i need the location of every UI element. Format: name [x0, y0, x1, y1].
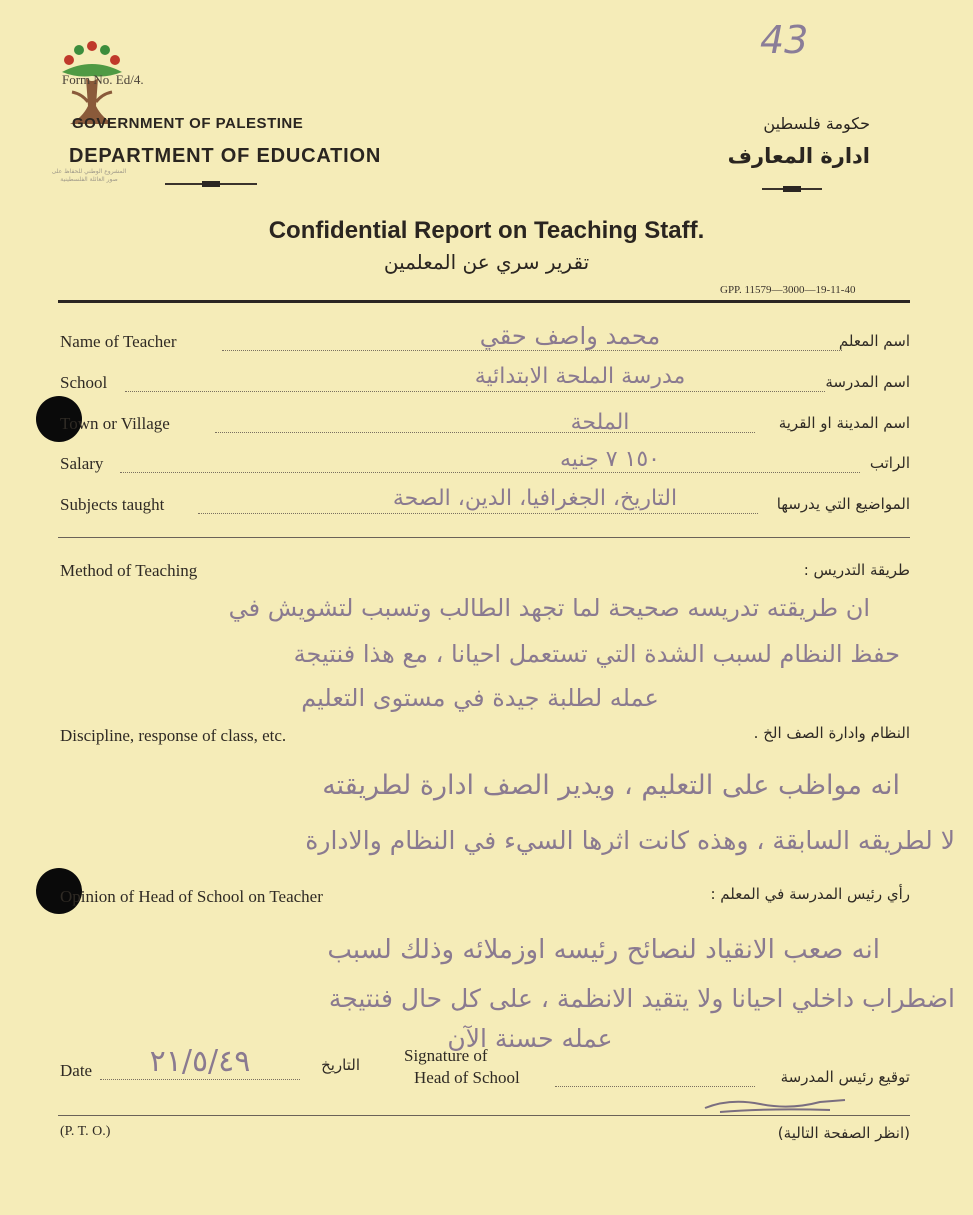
dotted-line [555, 1086, 755, 1087]
value-school: مدرسة الملحة الابتدائية [474, 364, 686, 389]
label-town-or-village: Town or Village [60, 414, 170, 433]
label-name-of-teacher-ar: اسم المعلم [838, 332, 910, 350]
dotted-line [222, 350, 842, 351]
label-discipline-ar: النظام وادارة الصف الخ . [753, 724, 910, 742]
label-opinion-of-head: Opinion of Head of School on Teacher [60, 887, 323, 906]
value-salary: ١٥٠ ٧ جنيه [560, 447, 660, 472]
label-signature-line2: Head of School [414, 1068, 520, 1087]
opinion-line-1: انه صعب الانقياد لنصائح رئيسه اوزملائه وذلك لسبب [327, 935, 880, 965]
label-name-of-teacher: Name of Teacher [60, 332, 177, 351]
label-subjects-taught-ar: المواضيع التي يدرسها [776, 495, 910, 513]
label-method-of-teaching: Method of Teaching [60, 561, 198, 580]
value-subjects-taught: التاريخ، الجغرافيا، الدين، الصحة [392, 486, 678, 511]
dotted-line [100, 1079, 300, 1080]
pto-en: (P. T. O.) [60, 1124, 111, 1139]
label-opinion-of-head-ar: رأي رئيس المدرسة في المعلم : [710, 885, 910, 903]
pto-ar: (انظر الصفحة التالية) [777, 1124, 910, 1142]
label-date-ar: التاريخ [321, 1056, 360, 1074]
header-divider-left [165, 183, 257, 185]
label-signature-line1: Signature of [404, 1046, 488, 1065]
method-line-1: ان طريقته تدريسه صحيحة لما تجهد الطالب وتسبب لتشويش في [228, 594, 870, 622]
value-date: ٢١/٥/٤٩ [149, 1044, 251, 1079]
report-title-en: Confidential Report on Teaching Staff. [268, 217, 705, 244]
label-school: School [60, 373, 108, 392]
label-town-or-village-ar: اسم المدينة او القرية [778, 414, 910, 432]
label-method-of-teaching-ar: طريقة التدريس : [803, 561, 910, 579]
opinion-line-3: عمله حسنة الآن [447, 1024, 613, 1053]
label-signature-ar: توقيع رئيس المدرسة [780, 1068, 910, 1086]
value-name-of-teacher: محمد واصف حقي [479, 322, 661, 350]
header-divider-right [762, 188, 822, 190]
label-salary: Salary [60, 454, 104, 473]
report-title-ar: تقرير سري عن المعلمين [383, 250, 590, 274]
gpp-code: GPP. 11579—3000—19-11-40 [720, 284, 856, 296]
government-heading-ar: حكومة فلسطين [763, 114, 870, 133]
label-subjects-taught: Subjects taught [60, 495, 165, 514]
dotted-line [120, 472, 860, 473]
opinion-line-2: اضطراب داخلي احيانا ولا يتقيد الانظمة ، على كل حال فنتيجة [328, 984, 955, 1013]
government-heading-en: GOVERNMENT OF PALESTINE [72, 115, 304, 132]
footer-rule [58, 1115, 910, 1116]
department-heading-ar: ادارة المعارف [727, 144, 870, 168]
department-heading-en: DEPARTMENT OF EDUCATION [69, 145, 382, 167]
method-line-3: عمله لطلبة جيدة في مستوى التعليم [301, 684, 659, 712]
dotted-line [125, 391, 825, 392]
page-number: 43 [760, 18, 809, 62]
title-rule [58, 300, 910, 303]
logo-caption: المشروع الوطني للحفاظ على صور العائلة الفلسطينية [51, 168, 127, 183]
discipline-line-1: انه مواظب على التعليم ، ويدير الصف ادارة لطريقته [322, 770, 900, 801]
method-line-2: حفظ النظام لسبب الشدة التي تستعمل احيانا ، مع هذا فنتيجة [293, 640, 900, 668]
dotted-line [198, 513, 758, 514]
label-discipline: Discipline, response of class, etc. [60, 726, 287, 745]
label-salary-ar: الراتب [869, 454, 910, 472]
value-town-or-village: الملحة [570, 410, 630, 435]
label-school-ar: اسم المدرسة [825, 373, 910, 391]
label-date: Date [60, 1061, 93, 1080]
section-rule [58, 537, 910, 538]
discipline-line-2: لا لطريقه السابقة ، وهذه كانت اثرها السيء في النظام والادارة [305, 826, 955, 855]
form-number: Form No. Ed/4. [62, 72, 144, 87]
